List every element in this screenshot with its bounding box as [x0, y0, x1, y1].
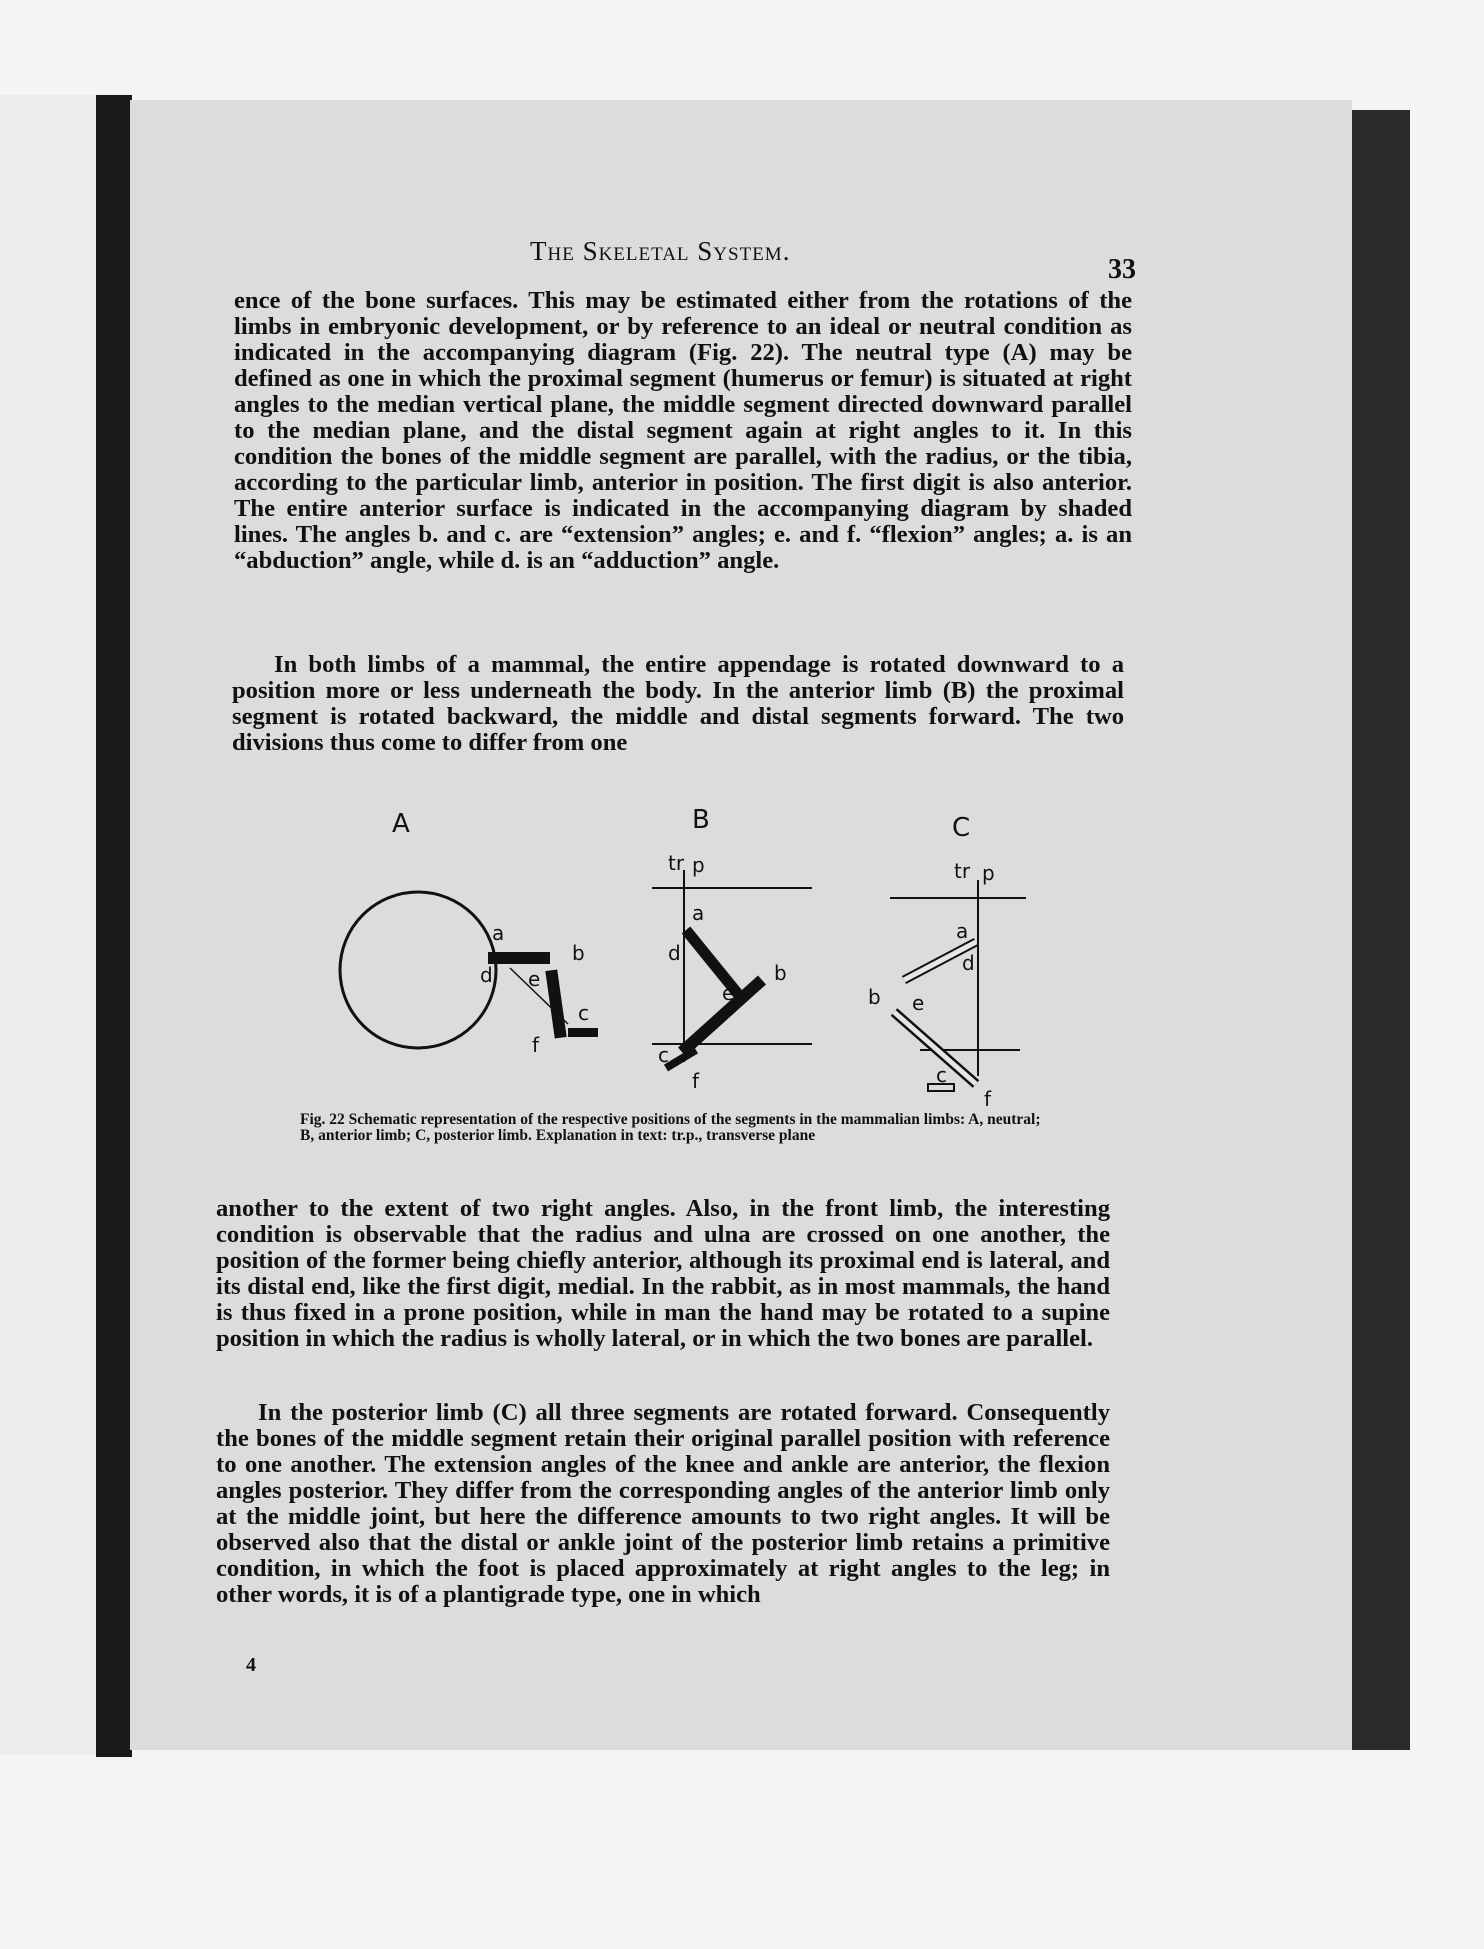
figure-22-diagram [300, 800, 1060, 1130]
label-e: e [528, 967, 541, 991]
label-p-c: p [982, 861, 995, 885]
label-a-b: a [692, 901, 705, 925]
label-f-b: f [692, 1069, 700, 1093]
figure-caption: Fig. 22 Schematic representation of the respective positions of the segments in the mammalian limbs: A, neutral; B, anterior limb; C, posterior limb. Explanation in text: tr.p., transverse plane [300, 1111, 1041, 1144]
running-head: The Skeletal System. [530, 236, 791, 266]
label-p-b: p [692, 853, 705, 877]
label-a: a [492, 921, 505, 945]
label-c: c [578, 1001, 589, 1025]
paragraph-1: ence of the bone surfaces. This may be estimated either from the rotations of the limbs in embryonic development, or by reference to an ideal or neutral condition as indicated in the accompanying diagram (Fig. 22). The neutral type (A) may be defined as one in which the proximal segment (humerus or femur) is situated at right angles to the median vertical plane, the middle segment directed downward parallel to the median plane, and the distal segment again at right angles to it. In this condition the bones of the middle segment are parallel, with the radius, or the tibia, according to the particular limb, anterior in position. The first digit is also anterior. The entire anterior surface is indicated in the accompanying diagram by shaded lines. The angles b. and c. are “extension” angles; e. and f. “flexion” angles; a. is an “abduction” angle, while d. is an “adduction” angle. [234, 287, 1132, 574]
panel-b-anterior-limb [652, 851, 812, 1093]
panel-b-label: B [692, 805, 710, 835]
label-b-c: b [868, 985, 881, 1009]
label-d-b: d [668, 941, 681, 965]
paragraph-3: another to the extent of two right angles. Also, in the front limb, the interesting condition is observable that the radius and ulna are crossed on one another, the position of the former being chiefly anterior, although its proximal end is lateral, and its distal end, like the first digit, medial. In the rabbit, as in most mammals, the hand is thus fixed in a prone position, while in man the hand may be rotated to a supine position in which the radius is wholly lateral, or in which the two bones are parallel. [216, 1195, 1110, 1352]
label-a-c: a [956, 919, 969, 943]
label-b: b [572, 941, 585, 965]
body-circle [340, 892, 496, 1048]
label-tr-b: tr [668, 851, 685, 875]
proximal-segment [488, 952, 550, 964]
paragraph-4: In the posterior limb (C) all three segments are rotated forward. Consequently the bones of the middle segment retain their original parallel position with reference to one another. The extension angles of the knee and ankle are anterior, the flexion angles posterior. They differ from the corresponding angles of the anterior limb only at the middle joint, but here the difference amounts to two right angles. It will be observed also that the distal or ankle joint of the posterior limb retains a primitive condition, in which the foot is placed approximately at right angles to the leg; in other words, it is of a plantigrade type, one in which [216, 1399, 1110, 1608]
panel-a-label: A [392, 809, 410, 839]
label-b-b: b [774, 961, 787, 985]
panel-a-neutral [340, 892, 598, 1057]
facing-page-edge [0, 95, 100, 1755]
panel-c-label: C [952, 813, 971, 843]
book-gutter [96, 95, 132, 1757]
label-tr-c: tr [954, 859, 971, 883]
page-number: 33 [1108, 254, 1136, 285]
signature-mark: 4 [246, 1654, 256, 1676]
label-d: d [480, 963, 493, 987]
label-c-b: c [658, 1043, 669, 1067]
label-c-c: c [936, 1063, 947, 1087]
page-edges [1350, 110, 1410, 1750]
label-f-c: f [984, 1087, 992, 1111]
label-e-b: e [722, 981, 735, 1005]
middle-segment-c-hollow [894, 1012, 976, 1084]
panel-c-posterior-limb [868, 859, 1026, 1111]
distal-segment [568, 1028, 598, 1037]
label-f: f [532, 1033, 540, 1057]
label-e-c: e [912, 991, 925, 1015]
distal-segment-b [666, 1050, 696, 1068]
limb-positions-diagram [300, 800, 1060, 1130]
middle-segment [545, 969, 566, 1038]
paragraph-2: In both limbs of a mammal, the entire appendage is rotated downward to a position more or less underneath the body. In the anterior limb (B) the proximal segment is rotated backward, the middle and distal segments forward. The two divisions thus come to differ from one [232, 651, 1124, 756]
label-d-c: d [962, 951, 975, 975]
